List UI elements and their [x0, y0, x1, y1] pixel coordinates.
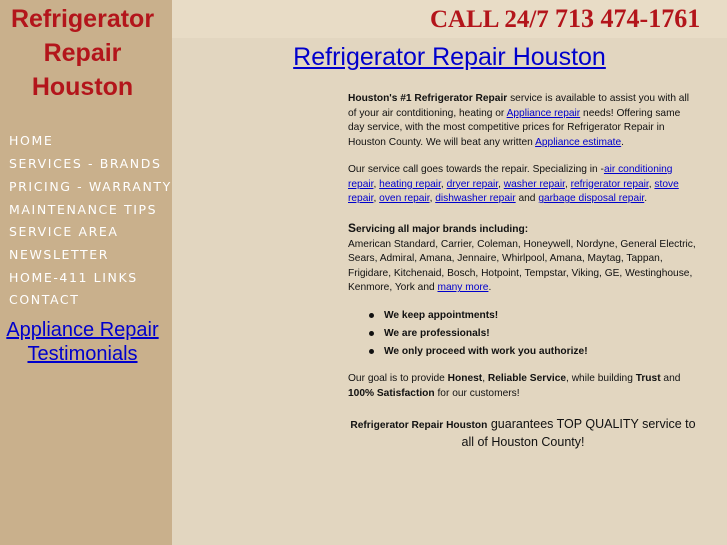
brands-heading-initial: S: [348, 221, 357, 235]
goal-text-1: Our goal is to provide: [348, 373, 448, 384]
service-link-dryer[interactable]: dryer repair: [446, 178, 499, 190]
phone-number: 713 474-1761: [555, 4, 701, 33]
nav-maintenance-tips[interactable]: MAINTENANCE TIPS: [9, 202, 158, 217]
appliance-estimate-link[interactable]: Appliance estimate: [535, 136, 622, 148]
header-band: [172, 0, 727, 38]
list-item: [370, 327, 588, 345]
call-banner: [430, 4, 700, 34]
brands-end: .: [488, 282, 492, 294]
guarantee-text: guarantees TOP QUALITY service to all of Houston County!: [461, 417, 696, 449]
appliance-repair-link[interactable]: Appliance repair: [506, 107, 581, 119]
list-item: [370, 345, 588, 363]
nav-services-brands[interactable]: SERVICES - BRANDS: [9, 156, 162, 171]
logo-line-2: Repair: [43, 39, 122, 67]
intro-bold: Houston's #1 Refrigerator Repair: [348, 93, 508, 104]
benefits-list: [348, 309, 588, 363]
main-content: [172, 38, 727, 545]
goal-bold-satisfaction: 100% Satisfaction: [348, 387, 435, 399]
intro-text-2: needs! Offering same day service, with the most competitive prices for Refrigerator Repair in Houston County. We will beat any written: [348, 107, 681, 148]
brands-heading-text: ervicing all major brands including:: [356, 224, 529, 235]
services-paragraph: Our service call goes towards the repair. Specializing in -air conditioning repair, heating repair, dryer repair, washer repair, refrigerator repair, stove repair, oven repair, dishwasher repair and garbage disposal repair.: [348, 164, 679, 205]
testimonials-link-line-2[interactable]: Testimonials: [27, 343, 138, 365]
call-prefix: CALL 24/7: [430, 6, 556, 33]
nav-contact[interactable]: CONTACT: [9, 292, 80, 307]
service-link-washer[interactable]: washer repair: [503, 178, 565, 190]
nav-newsletter[interactable]: NEWSLETTER: [9, 247, 110, 262]
goal-bold-reliable: Reliable Service: [487, 373, 567, 384]
bullet-text: We keep appointments!: [384, 310, 499, 321]
bullet-text: We only proceed with work you authorize!: [384, 346, 588, 357]
service-link-oven[interactable]: oven repair: [379, 193, 430, 205]
bullet-icon: [369, 331, 374, 336]
testimonials-link-line-1[interactable]: Appliance Repair: [6, 319, 159, 341]
goal-bold-honest: Honest: [447, 373, 483, 384]
list-item: [370, 309, 588, 327]
intro-paragraph: [348, 92, 698, 150]
service-link-dishwasher[interactable]: dishwasher repair: [435, 193, 516, 205]
guarantee-bold: Refrigerator Repair Houston: [350, 420, 488, 431]
nav-pricing-warranty[interactable]: PRICING - WARRANTY: [9, 179, 172, 194]
intro-text-3: .: [621, 136, 624, 148]
intro-text-1: service is available to assist you with all of your air contditioning, heating or: [348, 93, 690, 119]
service-link-heating[interactable]: heating repair: [379, 178, 441, 190]
services-end: .: [644, 193, 648, 205]
page-title[interactable]: Refrigerator Repair Houston: [293, 43, 606, 71]
goal-text-4: and: [660, 373, 681, 384]
guarantee-statement: [348, 416, 698, 451]
nav-home[interactable]: HOME: [9, 133, 54, 148]
nav-home-411-links[interactable]: HOME-411 LINKS: [9, 270, 138, 285]
service-link-refrigerator[interactable]: refrigerator repair: [570, 178, 649, 190]
service-link-ac[interactable]: air conditioning repair: [348, 164, 673, 190]
logo-line-3: Houston: [31, 73, 134, 101]
sidebar: [0, 0, 172, 545]
bullet-icon: [369, 313, 374, 318]
goal-text-3: , while building: [566, 373, 636, 384]
many-more-link[interactable]: many more: [437, 282, 489, 294]
goal-text-5: for our customers!: [434, 387, 520, 399]
service-link-garbage-disposal[interactable]: garbage disposal repair: [538, 193, 645, 205]
nav-service-area[interactable]: SERVICE AREA: [9, 224, 119, 239]
goal-bold-trust: Trust: [635, 373, 661, 384]
goal-text-2: ,: [482, 373, 488, 384]
brands-section: [348, 221, 698, 296]
services-and: and: [515, 193, 539, 205]
brands-heading: [348, 221, 698, 238]
bullet-text: We are professionals!: [384, 328, 490, 339]
service-link-stove[interactable]: stove repair: [348, 178, 679, 205]
goal-paragraph: [348, 372, 698, 401]
brands-list: American Standard, Carrier, Coleman, Honeywell, Nordyne, General Electric, Sears, Admiral, Amana, Jennaire, Whirlpool, Amana, Maytag, Tappan, Frigidare, Kitchenaid, Bosch, Hotpoint, Tempstar, Viking, GE, Westinghouse, Kenmore, York and: [348, 238, 696, 294]
services-text: Our service call goes towards the repair. Specializing in -: [348, 164, 604, 175]
logo-line-1: Refrigerator: [10, 5, 155, 33]
bullet-icon: [369, 349, 374, 354]
